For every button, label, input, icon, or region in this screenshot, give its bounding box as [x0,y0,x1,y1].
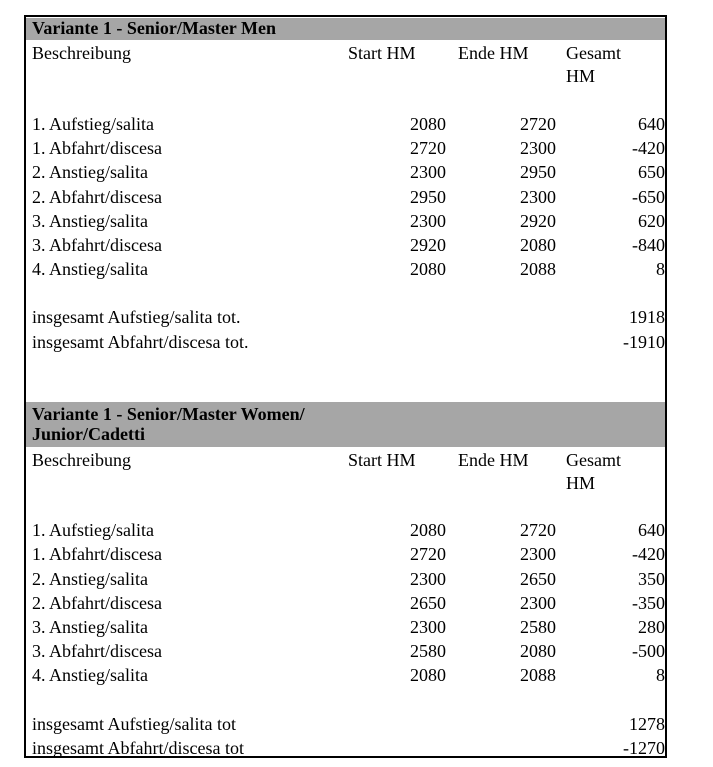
row-total: 620 [638,211,665,231]
row-end: 2300 [520,187,556,207]
row-end: 2300 [520,138,556,158]
section-title-line: Variante 1 - Senior/Master Women/ [32,404,305,424]
row-total: -350 [632,593,665,613]
column-header-total: Gesamt [566,43,621,63]
row-description: 4. Anstieg/salita [32,665,148,685]
row-end: 2080 [520,235,556,255]
row-description: 3. Abfahrt/discesa [32,641,162,661]
row-end: 2920 [520,211,556,231]
column-header-start: Start HM [348,450,416,470]
row-description: 2. Anstieg/salita [32,569,148,589]
row-total: -420 [632,544,665,564]
row-end: 2080 [520,641,556,661]
section-title [26,18,665,40]
summary-label: insgesamt Aufstieg/salita tot [32,714,236,734]
elevation-table-frame [24,15,667,758]
row-start: 2080 [410,665,446,685]
row-total: 8 [656,259,665,279]
row-total: 650 [638,162,665,182]
row-end: 2088 [520,665,556,685]
row-start: 2300 [410,211,446,231]
summary-value: -1910 [623,332,665,352]
row-total: 280 [638,617,665,637]
row-description: 2. Abfahrt/discesa [32,593,162,613]
column-header-end: Ende HM [458,43,529,63]
row-description: 2. Abfahrt/discesa [32,187,162,207]
row-description: 3. Abfahrt/discesa [32,235,162,255]
row-end: 2950 [520,162,556,182]
row-end: 2580 [520,617,556,637]
row-description: 3. Anstieg/salita [32,211,148,231]
row-end: 2088 [520,259,556,279]
row-start: 2720 [410,544,446,564]
column-header-total-unit: HM [566,66,596,86]
row-end: 2720 [520,520,556,540]
row-description: 1. Aufstieg/salita [32,520,154,540]
row-end: 2300 [520,544,556,564]
row-start: 2080 [410,259,446,279]
summary-value: 1278 [629,714,665,734]
column-header-total-unit: HM [566,473,596,493]
row-end: 2720 [520,114,556,134]
row-start: 2580 [410,641,446,661]
section-title [26,402,665,447]
row-description: 2. Anstieg/salita [32,162,148,182]
row-total: -420 [632,138,665,158]
row-description: 3. Anstieg/salita [32,617,148,637]
row-total: 350 [638,569,665,589]
row-total: 8 [656,665,665,685]
row-end: 2300 [520,593,556,613]
row-description: 1. Aufstieg/salita [32,114,154,134]
row-start: 2950 [410,187,446,207]
row-start: 2300 [410,617,446,637]
row-start: 2080 [410,114,446,134]
column-header-description: Beschreibung [32,450,131,470]
summary-value: -1270 [623,738,665,758]
column-header-description: Beschreibung [32,43,131,63]
row-end: 2650 [520,569,556,589]
row-description: 4. Anstieg/salita [32,259,148,279]
row-start: 2920 [410,235,446,255]
row-total: 640 [638,520,665,540]
column-header-start: Start HM [348,43,416,63]
row-description: 1. Abfahrt/discesa [32,544,162,564]
summary-value: 1918 [629,307,665,327]
row-start: 2300 [410,162,446,182]
summary-label: insgesamt Abfahrt/discesa tot. [32,332,249,352]
summary-label: insgesamt Abfahrt/discesa tot [32,738,244,758]
summary-label: insgesamt Aufstieg/salita tot. [32,307,241,327]
row-start: 2650 [410,593,446,613]
row-total: -840 [632,235,665,255]
row-start: 2300 [410,569,446,589]
row-total: 640 [638,114,665,134]
row-description: 1. Abfahrt/discesa [32,138,162,158]
section-title-text: Variante 1 - Senior/Master Men [32,18,276,38]
row-total: -650 [632,187,665,207]
section-title-line: Junior/Cadetti [32,424,146,444]
column-header-total: Gesamt [566,450,621,470]
row-total: -500 [632,641,665,661]
column-header-end: Ende HM [458,450,529,470]
row-start: 2080 [410,520,446,540]
row-start: 2720 [410,138,446,158]
